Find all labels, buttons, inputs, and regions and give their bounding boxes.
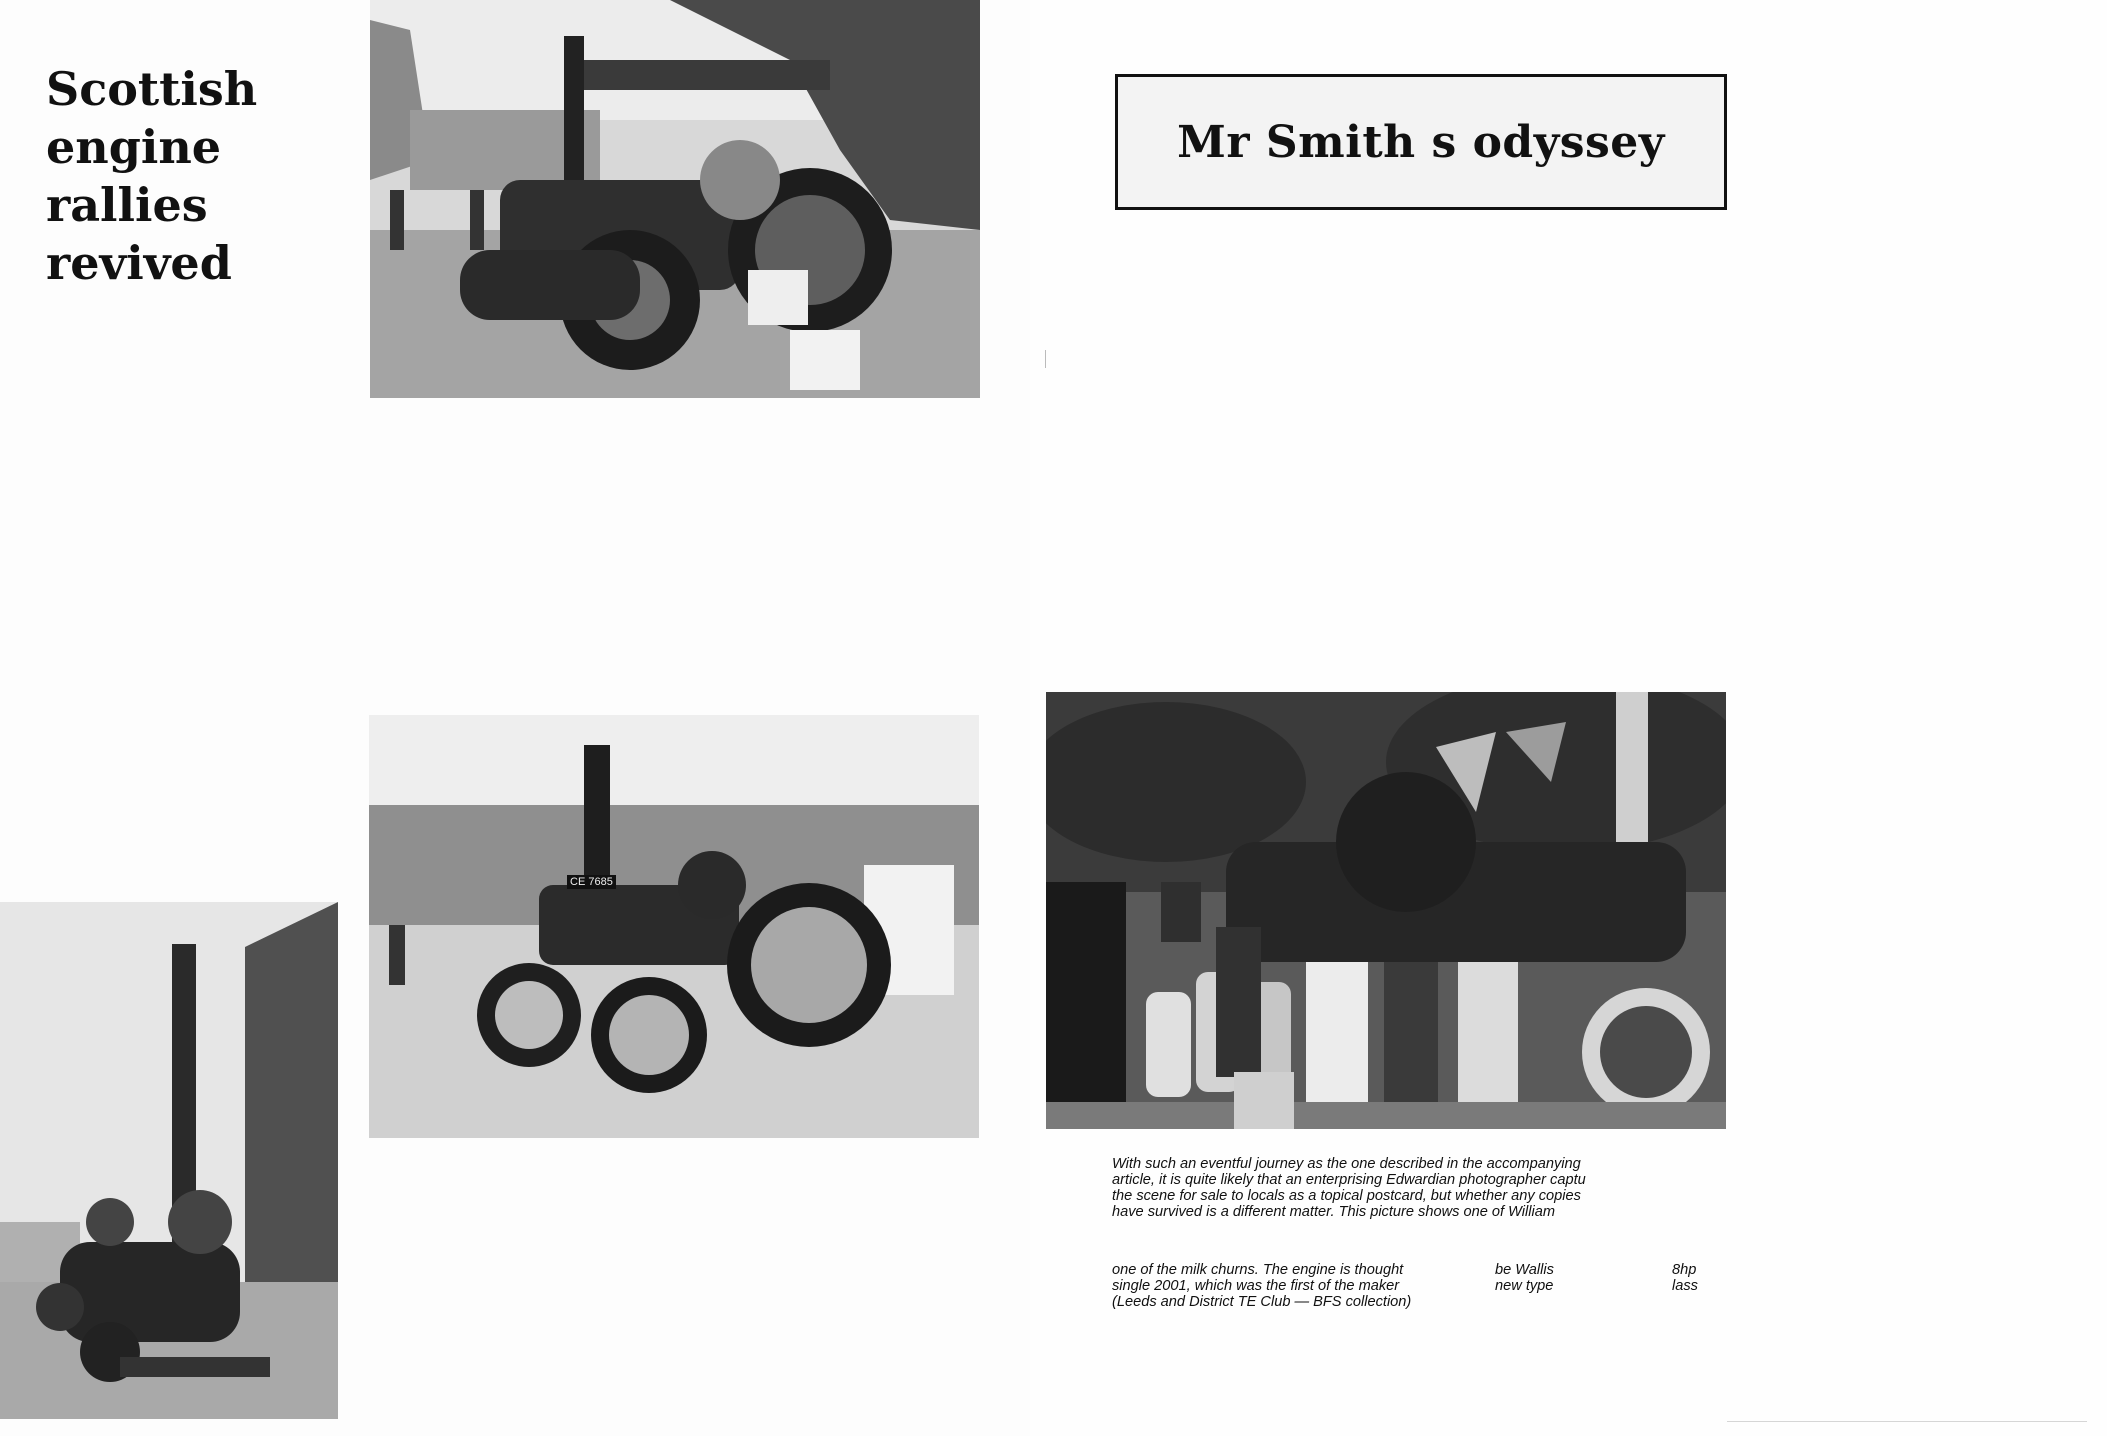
- caption-row: [1112, 1294, 1722, 1310]
- caption-fragment: 8hp: [1672, 1262, 1697, 1278]
- caption-fragment: new type: [1495, 1278, 1554, 1294]
- caption-fragment: one of the milk churns. The engine is thought: [1112, 1262, 1404, 1278]
- article-headline: [46, 60, 326, 292]
- headline-line: rallies: [46, 178, 208, 232]
- caption-line: With such an eventful journey as the one described in the accompanying: [1112, 1156, 1581, 1172]
- number-plate: CE 7685: [567, 875, 616, 889]
- photo-steam-roller: [370, 0, 980, 398]
- caption-fragment: lass: [1672, 1278, 1698, 1294]
- caption-fragment: be Wallis: [1495, 1262, 1554, 1278]
- caption-line: have survived is a different matter. This picture shows one of William: [1112, 1204, 1555, 1220]
- caption-row: [1112, 1262, 1722, 1278]
- portable-engine-image: [0, 902, 338, 1419]
- traction-engine-image: [369, 715, 979, 1138]
- page-mark: [1045, 350, 1046, 368]
- edwardian-group-image: [1046, 692, 1726, 1129]
- steam-roller-image: [370, 0, 980, 398]
- caption-row: [1112, 1278, 1722, 1294]
- caption-fragment: (Leeds and District TE Club — BFS collection): [1112, 1294, 1412, 1310]
- headline-line: engine: [46, 120, 222, 174]
- photo-edwardian-group: [1046, 692, 1726, 1129]
- photo-traction-engine: [369, 715, 979, 1138]
- page-edge-rule: [1727, 1421, 2087, 1422]
- caption-fragment: single 2001, which was the first of the maker: [1112, 1278, 1400, 1294]
- headline-line: revived: [46, 236, 232, 290]
- photo-caption-continued: [1112, 1262, 1722, 1310]
- caption-line: the scene for sale to locals as a topical postcard, but whether any copies: [1112, 1188, 1581, 1204]
- photo-portable-engine: [0, 902, 338, 1419]
- article-title-box: [1115, 74, 1727, 210]
- headline-line: Scottish: [46, 62, 258, 116]
- photo-caption: [1112, 1156, 1702, 1220]
- caption-line: article, it is quite likely that an enterprising Edwardian photographer captu: [1112, 1172, 1586, 1188]
- article-title: Mr Smith s odyssey: [1177, 116, 1665, 168]
